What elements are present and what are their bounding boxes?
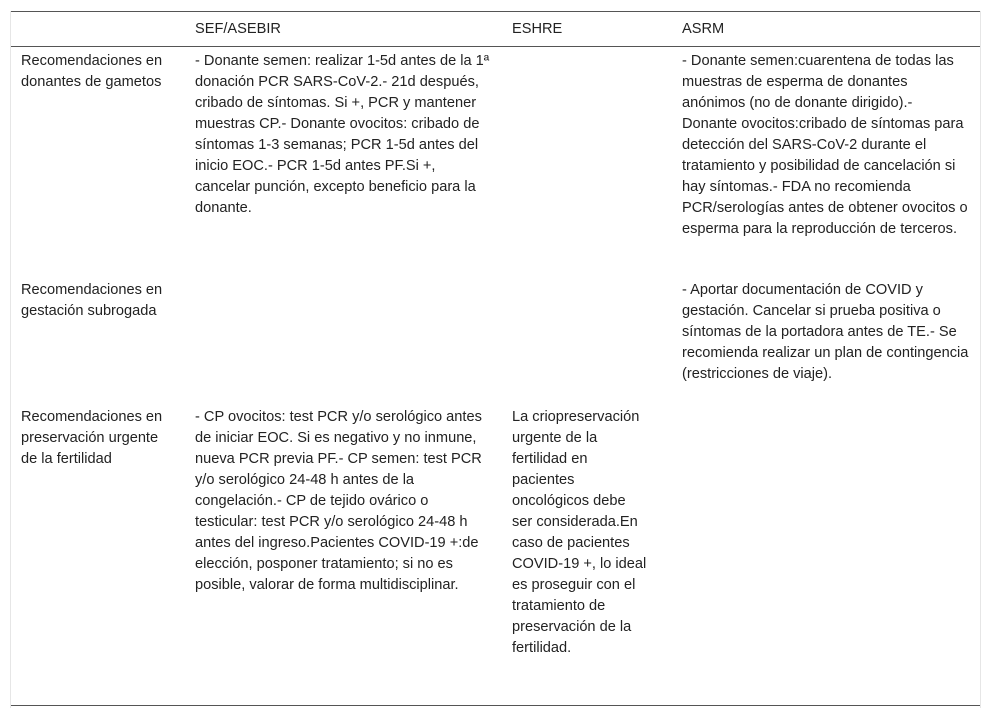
cell-eshre [502,47,672,281]
table-row [11,280,980,406]
recommendations-table-container [10,11,981,708]
table-header-row [11,12,980,47]
cell-sef-asebir [185,280,502,406]
cell-sef-asebir: - Donante semen: realizar 1-5d antes de la 1ª donación PCR SARS-CoV-2.- 21d después, cribado de síntomas. Si +, PCR y mantener muestras CP.- Donante ovocitos: cribado de síntomas 1-3 semanas; PCR 1-5d antes del inicio EOC.- PCR 1-5d antes PF.Si +, cancelar punción, excepto beneficio para la donante. [195,53,490,216]
header-sef-asebir: SEF/ASEBIR [195,21,281,37]
row-label: Recomendaciones en donantes de gametos [21,53,163,90]
header-eshre: ESHRE [512,21,563,37]
table-row [11,47,980,281]
cell-asrm [672,406,980,706]
header-asrm: ASRM [682,21,725,37]
row-label: Recomendaciones en preservación urgente de la fertilidad [21,409,163,467]
cell-eshre [502,406,672,706]
cell-asrm: - Aportar documentación de COVID y gestación. Cancelar si prueba positiva o síntomas de la portadora antes de TE.- Se recomienda realizar un plan de contingencia (restricciones de viaje). [682,282,969,382]
header-empty [11,12,185,47]
table-row [11,406,980,706]
cell-eshre [502,280,672,406]
row-label: Recomendaciones en gestación subrogada [21,282,163,319]
cell-sef-asebir: - CP ovocitos: test PCR y/o serológico antes de iniciar EOC. Si es negativo y no inmune, nueva PCR previa PF.- CP semen: test PCR y/o serológico 24-48 h antes de la congelación.- CP de tejido ovárico o testicular: test PCR y/o serológico 24-48 h antes del ingreso.Pacientes COVID-19 +:de elección, posponer tratamiento; si no es posible, valorar de forma multidisciplinar. [195,409,482,593]
recommendations-table [11,11,980,706]
cell-asrm: - Donante semen:cuarentena de todas las muestras de esperma de donantes anónimos (no de donante dirigido).- Donante ovocitos:cribado de síntomas para detección del SARS-CoV-2 durante el tratamiento y posibilidad de cancelación si hay síntomas.- FDA no recomienda PCR/serologías antes de obtener ovocitos o esperma para la reproducción de terceros. [682,53,968,237]
cell-eshre-text: La criopreservación urgente de la fertilidad en pacientes oncológicos debe ser considerada.En caso de pacientes COVID-19 +, lo ideal es proseguir con el tratamiento de preservación de la fertilidad. [512,409,647,656]
